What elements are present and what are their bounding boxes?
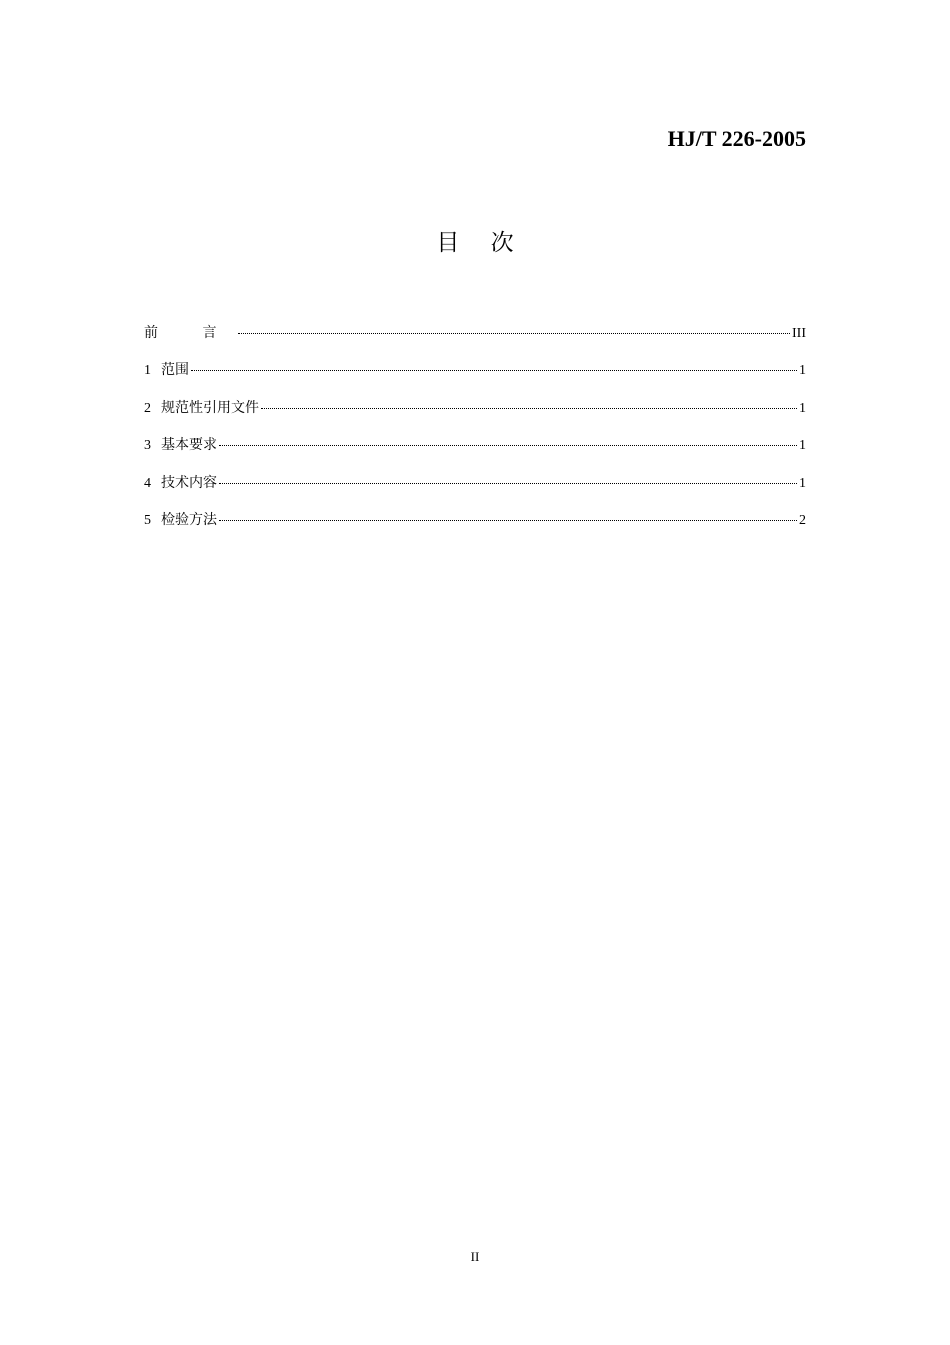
toc-leader-dots <box>219 519 797 521</box>
toc-entry-label: 基本要求 <box>161 437 217 454</box>
toc-entry-number: 1 <box>144 363 151 379</box>
toc-entry-label: 检验方法 <box>161 511 217 528</box>
toc-entry-number: 2 <box>144 400 151 416</box>
toc-entry-page: 1 <box>799 438 806 454</box>
toc-entry-scope[interactable] <box>144 359 806 396</box>
page-number: II <box>470 1249 480 1264</box>
toc-entry-basic-requirements[interactable] <box>144 434 806 471</box>
toc-entry-label: 前 言 <box>144 325 237 341</box>
toc-title: 目 次 <box>436 230 526 256</box>
toc-entry-page: 1 <box>799 475 806 491</box>
toc-entry-number: 4 <box>144 475 151 491</box>
toc-entry-page: III <box>792 326 806 341</box>
toc-entry-label: 规范性引用文件 <box>161 399 259 416</box>
toc-entry-technical-content[interactable] <box>144 472 806 509</box>
toc-entry-label: 技术内容 <box>161 474 217 491</box>
toc-entry-number: 5 <box>144 512 151 528</box>
toc-leader-dots <box>219 444 797 446</box>
toc-leader-dots <box>261 407 797 409</box>
document-code: HJ/T 226-2005 <box>667 126 806 151</box>
toc-leader-dots <box>238 332 790 334</box>
toc-entry-test-methods[interactable] <box>144 509 806 546</box>
toc-leader-dots <box>191 369 797 371</box>
table-of-contents <box>144 322 806 546</box>
toc-entry-page: 2 <box>799 512 806 528</box>
toc-entry-label: 范围 <box>161 362 189 379</box>
toc-entry-foreword[interactable] <box>144 322 806 359</box>
toc-entry-number: 3 <box>144 438 151 454</box>
toc-leader-dots <box>219 482 797 484</box>
toc-entry-page: 1 <box>799 363 806 379</box>
toc-entry-page: 1 <box>799 400 806 416</box>
toc-entry-normative-references[interactable] <box>144 397 806 434</box>
